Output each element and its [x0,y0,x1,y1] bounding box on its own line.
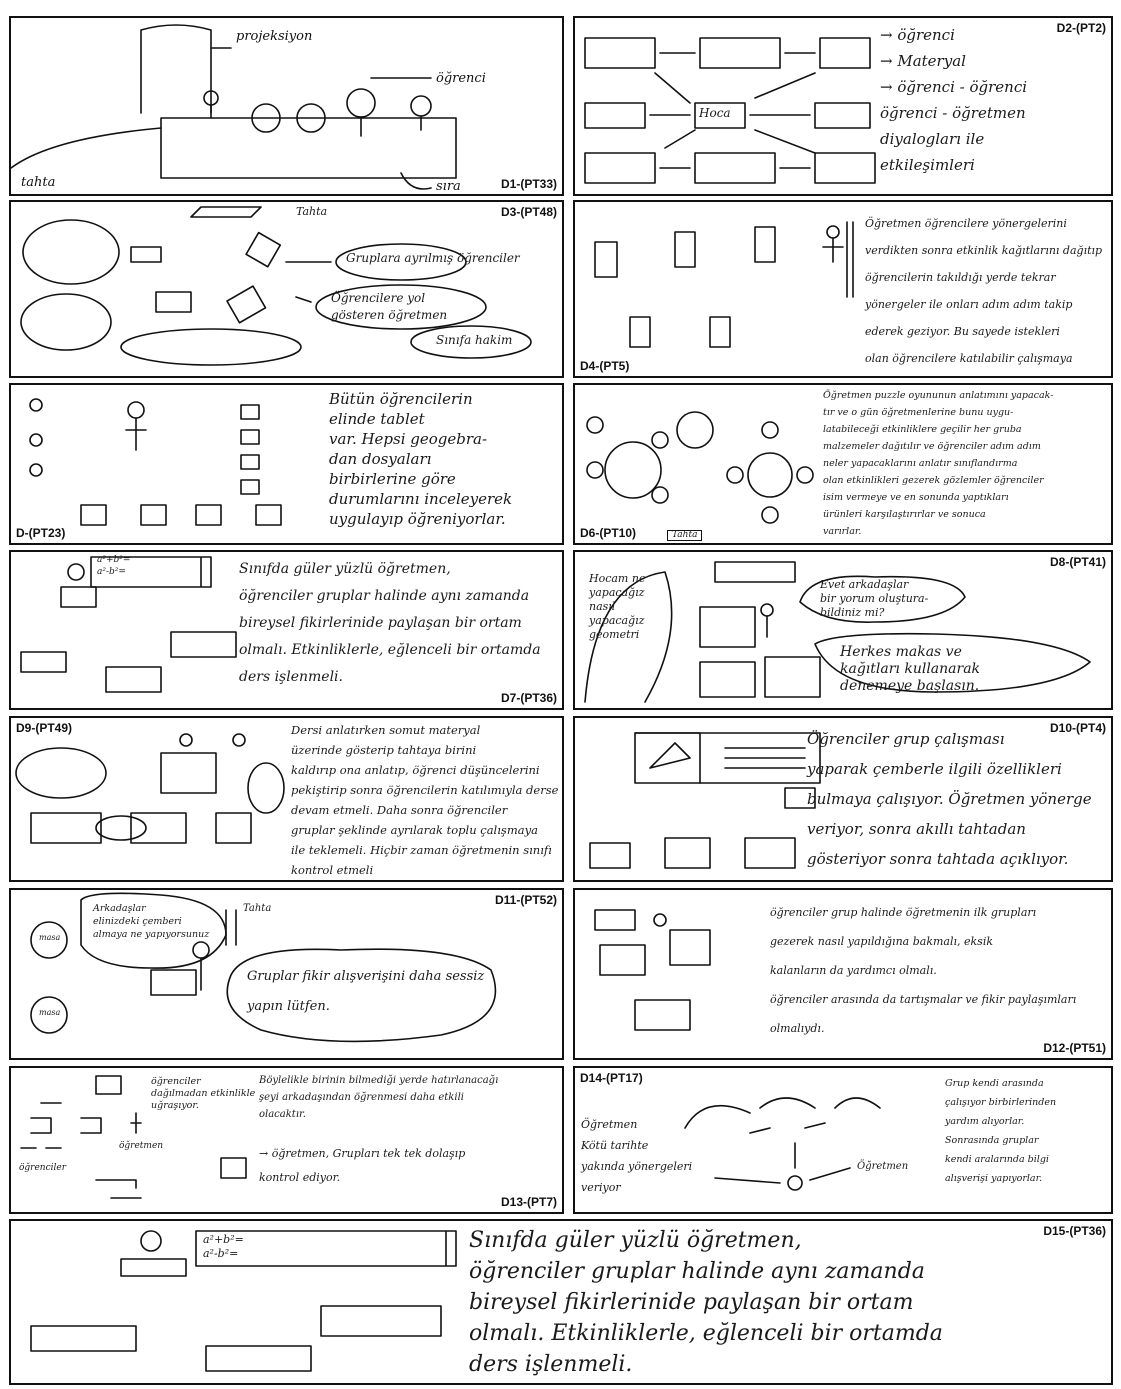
panel-d13 [9,1066,564,1214]
d10-text: Öğrenciler grup çalışması yaparak çemberle ilgili özellikleri bulmaya çalışıyor. Öğretmen yönerge veriyor, sonra akıllı tahtadan gösteriyor sonra tahtada açıklıyor. [807,730,1092,868]
panel-label: D13-(PT7) [500,1195,557,1209]
panel-d1 [9,16,564,196]
d2-text: → öğrenci → Materyal → öğrenci - öğrenci öğrenci - öğretmen diyalogları ile etkileşimleri [880,26,1028,174]
panel-d15 [9,1219,1113,1385]
panel-label: D7-(PT36) [500,691,557,705]
panel-label: D15-(PT36) [1043,1224,1106,1238]
d11-masa1: masa [39,933,61,942]
sinifa-text: Sınıfa hakim [436,333,513,347]
panel-d12 [573,888,1113,1060]
d13-note2: Böylelikle birinin bilmediği yerde hatırlanacağı şeyi arkadaşından öğrenmesi daha etkili olacaktır. [259,1075,499,1120]
d5-text: Bütün öğrencilerin elinde tablet var. Hepsi geogebra- dan dosyaları birbirlerine göre durumlarını inceleyerek uygulayıp öğreniyorlar. [329,390,513,528]
panel-label: D14-(PT17) [580,1071,643,1085]
d13-note3: → öğretmen, Grupları tek tek dolaşıp kontrol ediyor. [259,1147,466,1184]
d6-text: Öğretmen puzzle oyununun anlatımını yapacak- tır ve o gün öğretmenlerine bunu uygu- latabileceği etkinliklere geçilir her gruba malzemeler dağıtılır ve öğrenciler adım adım neler yapacaklarını anlatır sınıflandırma olan etkinlikleri gezerek gözlemler öğrenciler isim vermeye ve en sonunda yaptıkları ürünleri karşılaştırırlar ve sonuca varırlar. [823,390,1054,537]
panel-d2 [573,16,1113,196]
panel-label: D6-(PT10) [580,526,637,540]
panel-label: D2-(PT2) [1056,21,1106,35]
panel-d11 [9,888,564,1060]
panel-d6 [573,383,1113,545]
d4-text: Öğretmen öğrencilere yönergelerini verdikten sonra etkinlik kağıtlarını dağıtıp öğrencilerin takıldığı yerde tekrar yönergeler ile onları adım adım takip ederek geziyor. Bu sayede istekleri olan öğrencilere katılabilir çalışmaya [865,217,1103,365]
panel-label: D3-(PT48) [500,205,557,219]
d14-ogretmen: Öğretmen [857,1161,909,1172]
gruplara-text: Gruplara ayrılmış öğrenciler [346,251,520,265]
d8-bubble1: Evet arkadaşlar bir yorum oluştura- bildiniz mi? [820,578,929,619]
d15-text: Sınıfda güler yüzlü öğretmen, öğrenciler gruplar halinde aynı zamanda bireysel fikirlerinide paylaşan bir ortam olmalı. Etkinliklerle, eğlenceli bir ortamda ders işlenmeli. [469,1228,943,1377]
panel-label: D4-(PT5) [580,359,630,373]
yol-text: Öğrencilere yol gösteren öğretmen [331,291,448,323]
classroom-sketch [11,18,564,196]
group-sketch [11,202,564,378]
panel-d8 [573,550,1113,710]
projeksiyon-word: projeksiyon [236,29,313,44]
tahta-word: Tahta [296,205,328,218]
panel-d7 [9,550,564,710]
panel-d3 [9,200,564,378]
d11-speech: Gruplar fikir alışverişini daha sessiz yapın lütfen. [247,969,485,1014]
d13-ogrenciler: öğrenciler [19,1163,67,1173]
panel-label: D9-(PT49) [16,721,73,735]
panel-label: D12-(PT51) [1043,1041,1106,1055]
d7-text: Sınıfda güler yüzlü öğretmen, öğrenciler gruplar halinde aynı zamanda bireysel fikirlerinide paylaşan bir ortam olmalı. Etkinliklerle, eğlenceli bir ortamda ders işlenmeli. [239,561,541,685]
d7-board: a²+b²= a²-b²= [97,555,131,577]
panel-label: D11-(PT52) [494,893,557,907]
panel-d9 [9,716,564,882]
tahta-word: tahta [21,175,56,190]
panel-d5 [9,383,564,545]
d14-left: Öğretmen Kötü tarihte yakında yönergeleri veriyor [581,1118,693,1194]
ogrenci-word: öğrenci [436,71,486,86]
sira-word: sıra [436,179,461,194]
panel-label: D1-(PT33) [500,177,557,191]
d14-right: Grup kendi arasında çalışıyor birbirlerinden yardım alıyorlar. Sonrasında gruplar kendi aralarında bilgi alışverişi yapıyorlar. [945,1078,1057,1184]
panel-label: D10-(PT4) [1049,721,1106,735]
panel-d4 [573,200,1113,378]
d11-bubble: Arkadaşlar elinizdeki çemberi almaya ne yapıyorsunuz [93,903,210,940]
panel-d14 [573,1066,1113,1214]
d13-note1: öğrenciler dağılmadan etkinlikle uğraşıyor. [151,1076,256,1111]
d8-bubble2: Herkes makas ve kağıtları kullanarak denemeye başlasın. [840,644,981,694]
panel-label: D8-(PT41) [1049,555,1106,569]
d13-ogretmen: öğretmen [119,1141,164,1151]
d15-board: a²+b²= a²-b²= [203,1233,244,1260]
hoca-label: Hoca [699,106,731,120]
interaction-diagram [575,18,1113,196]
d6-tahta: Tahta [667,530,702,541]
panel-label: D-(PT23) [16,526,66,540]
d11-tahta: Tahta [243,903,272,914]
d12-text: öğrenciler grup halinde öğretmenin ilk grupları gezerek nasıl yapıldığına bakmalı, eksik kalanların da yardımcı olmalı. öğrenciler arasında da tartışmalar ve fikir paylaşımları olmalıydı. [770,906,1077,1035]
d9-text: Dersi anlatırken somut materyal üzerinde gösterip tahtaya birini kaldırıp ona anlatıp, öğrenci düşüncelerini pekiştirip sonra öğrencilerin katılımıyla derse devam etmeli. Daha sonra öğrenciler gruplar şeklinde ayrılarak toplu çalışmaya ile teklemeli. Hiçbir zaman öğretmenin sınıfı kontrol etmeli [291,723,559,877]
panel-d10 [573,716,1113,882]
d11-masa2: masa [39,1008,61,1017]
d8-side: Hocam ne yapacağız nasıl yapacağız geometri [589,572,646,641]
